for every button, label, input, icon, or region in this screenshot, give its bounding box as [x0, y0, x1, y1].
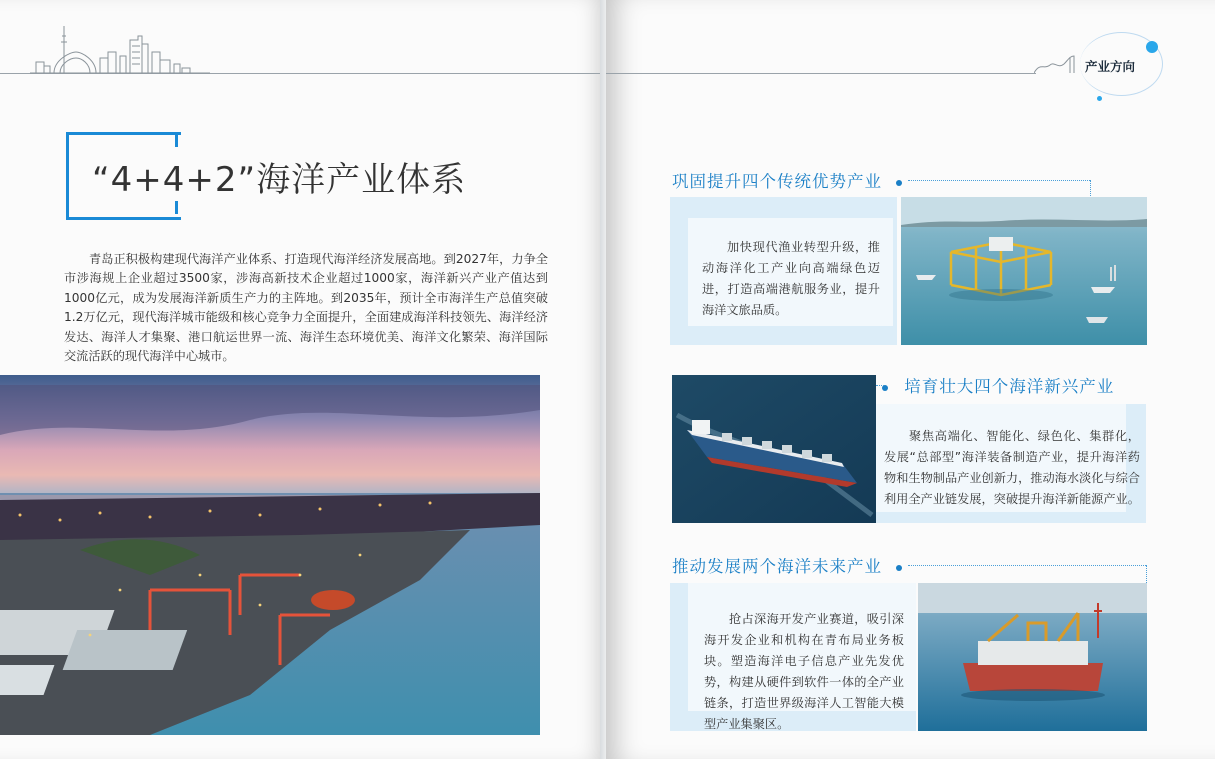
city-skyline-icon: [30, 22, 210, 78]
dotted-connector-v: [1090, 180, 1091, 196]
dotted-connector-v: [1146, 565, 1147, 583]
left-page: [0, 0, 606, 759]
wave-icon: [1034, 52, 1084, 76]
intro-paragraph: 青岛正积极构建现代海洋产业体系、打造现代海洋经济发展高地。到2027年，力争全市涉海规上企业超过3500家，涉海高新技术企业超过1000家，海洋新兴产业产值达到1000亿元，成为发展海洋新质生产力的主阵地。到2035年，预计全市海洋生产总值突破1.2万亿元，现代海洋城市能级和核心竞争力全面提升，全面建成海洋科技领先、海洋经济发达、海洋人才集聚、港口航运世界一流、海洋生态环境优美、海洋文化繁荣、海洋国际交流活跃的现代海洋中心城市。: [64, 252, 548, 364]
dotted-connector: [908, 565, 1146, 566]
section-2-textbox: [876, 404, 1146, 523]
header-rule-right: [606, 73, 1036, 74]
dotted-connector: [876, 385, 884, 386]
port-aerial-photo: [0, 375, 540, 735]
section-1-heading: [672, 168, 902, 192]
page-title: “4+4+2”海洋产业体系: [92, 160, 467, 200]
section-3-heading-text: 推动发展两个海洋未来产业: [672, 557, 882, 576]
section-2-heading: [882, 373, 1114, 397]
section-badge-label: 产业方向: [1085, 59, 1136, 74]
section-2-heading-text: 培育壮大四个海洋新兴产业: [904, 377, 1115, 396]
section-3-textbox: [670, 583, 916, 731]
bullet-dot: [896, 180, 902, 186]
badge-dot-small: [1097, 96, 1102, 101]
section-1-heading-text: 巩固提升四个传统优势产业: [672, 172, 882, 191]
dotted-connector: [908, 180, 1090, 181]
section-1-textbox: [670, 197, 897, 345]
section-1-body: 加快现代渔业转型升级，推动海洋化工产业向高端绿色迈进，打造高端港航服务业，提升海洋文旅品质。: [702, 240, 880, 317]
offshore-platform-photo: [918, 583, 1147, 731]
section-3-body: 抢占深海开发产业赛道，吸引深海开发企业和机构在青布局业务板块。塑造海洋电子信息产业先发优势，构建从硬件到软件一体的全产业链条，打造世界级海洋人工智能大模型产业集聚区。: [704, 612, 904, 731]
section-2-body: 聚焦高端化、智能化、绿色化、集群化，发展“总部型”海洋装备制造产业，提升海洋药物和生物制品产业创新力，推动海水淡化与综合利用全产业链发展，突破提升海洋新能源产业。: [884, 429, 1140, 506]
bullet-dot: [896, 565, 902, 571]
cargo-ship-photo: [672, 375, 876, 523]
fish-farm-photo: [901, 197, 1147, 345]
section-3-heading: [672, 553, 902, 577]
badge-dot-large: [1146, 41, 1158, 53]
